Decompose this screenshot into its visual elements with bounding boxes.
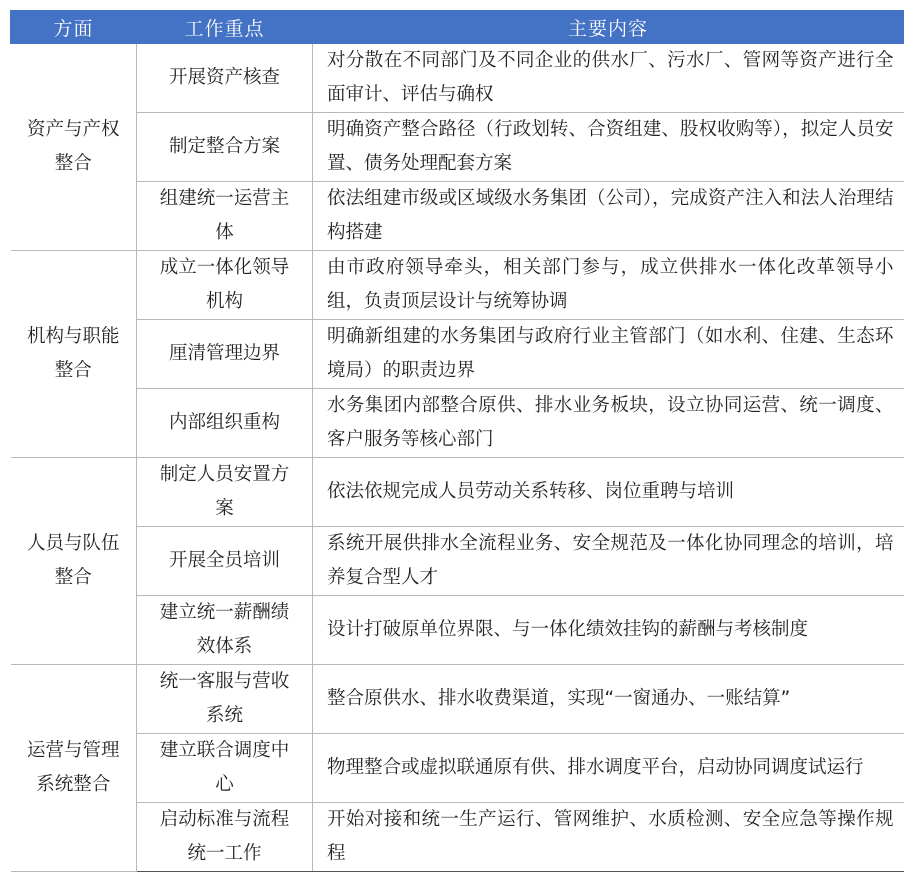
table-row xyxy=(11,527,904,596)
table-row xyxy=(11,251,904,320)
focus-cell: 成立一体化领导机构 xyxy=(137,251,313,320)
table-row xyxy=(11,44,904,113)
focus-cell: 制定人员安置方案 xyxy=(137,458,313,527)
focus-cell: 开展全员培训 xyxy=(137,527,313,596)
content-cell: 明确新组建的水务集团与政府行业主管部门（如水利、住建、生态环境局）的职责边界 xyxy=(313,320,904,389)
content-cell: 依法依规完成人员劳动关系转移、岗位重聘与培训 xyxy=(313,458,904,527)
content-cell: 依法组建市级或区域级水务集团（公司），完成资产注入和法人治理结构搭建 xyxy=(313,182,904,251)
header-focus: 工作重点 xyxy=(137,11,313,44)
content-cell: 明确资产整合路径（行政划转、合资组建、股权收购等），拟定人员安置、债务处理配套方案 xyxy=(313,113,904,182)
table-row xyxy=(11,320,904,389)
header-aspect: 方面 xyxy=(11,11,137,44)
table-row xyxy=(11,734,904,803)
focus-cell: 内部组织重构 xyxy=(137,389,313,458)
aspect-cell: 运营与管理系统整合 xyxy=(11,665,137,872)
content-cell: 整合原供水、排水收费渠道，实现“一窗通办、一账结算” xyxy=(313,665,904,734)
focus-cell: 厘清管理边界 xyxy=(137,320,313,389)
header-content: 主要内容 xyxy=(313,11,904,44)
table-row xyxy=(11,389,904,458)
content-cell: 物理整合或虚拟联通原有供、排水调度平台，启动协同调度试运行 xyxy=(313,734,904,803)
table-row xyxy=(11,596,904,665)
table-row xyxy=(11,182,904,251)
focus-cell: 建立联合调度中心 xyxy=(137,734,313,803)
content-cell: 开始对接和统一生产运行、管网维护、水质检测、安全应急等操作规程 xyxy=(313,803,904,872)
table-row xyxy=(11,458,904,527)
content-cell: 由市政府领导牵头，相关部门参与，成立供排水一体化改革领导小组，负责顶层设计与统筹协调 xyxy=(313,251,904,320)
focus-cell: 开展资产核查 xyxy=(137,44,313,113)
table-row xyxy=(11,665,904,734)
aspect-cell: 人员与队伍整合 xyxy=(11,458,137,665)
aspect-cell: 资产与产权整合 xyxy=(11,44,137,251)
aspect-cell: 机构与职能整合 xyxy=(11,251,137,458)
table-row xyxy=(11,803,904,872)
content-cell: 对分散在不同部门及不同企业的供水厂、污水厂、管网等资产进行全面审计、评估与确权 xyxy=(313,44,904,113)
focus-cell: 组建统一运营主体 xyxy=(137,182,313,251)
focus-cell: 建立统一薪酬绩效体系 xyxy=(137,596,313,665)
focus-cell: 启动标准与流程统一工作 xyxy=(137,803,313,872)
focus-cell: 统一客服与营收系统 xyxy=(137,665,313,734)
content-cell: 设计打破原单位界限、与一体化绩效挂钩的薪酬与考核制度 xyxy=(313,596,904,665)
table-row xyxy=(11,113,904,182)
header-row xyxy=(11,11,904,44)
focus-cell: 制定整合方案 xyxy=(137,113,313,182)
content-cell: 系统开展供排水全流程业务、安全规范及一体化协同理念的培训，培养复合型人才 xyxy=(313,527,904,596)
integration-table xyxy=(10,10,904,872)
content-cell: 水务集团内部整合原供、排水业务板块，设立协同运营、统一调度、客户服务等核心部门 xyxy=(313,389,904,458)
